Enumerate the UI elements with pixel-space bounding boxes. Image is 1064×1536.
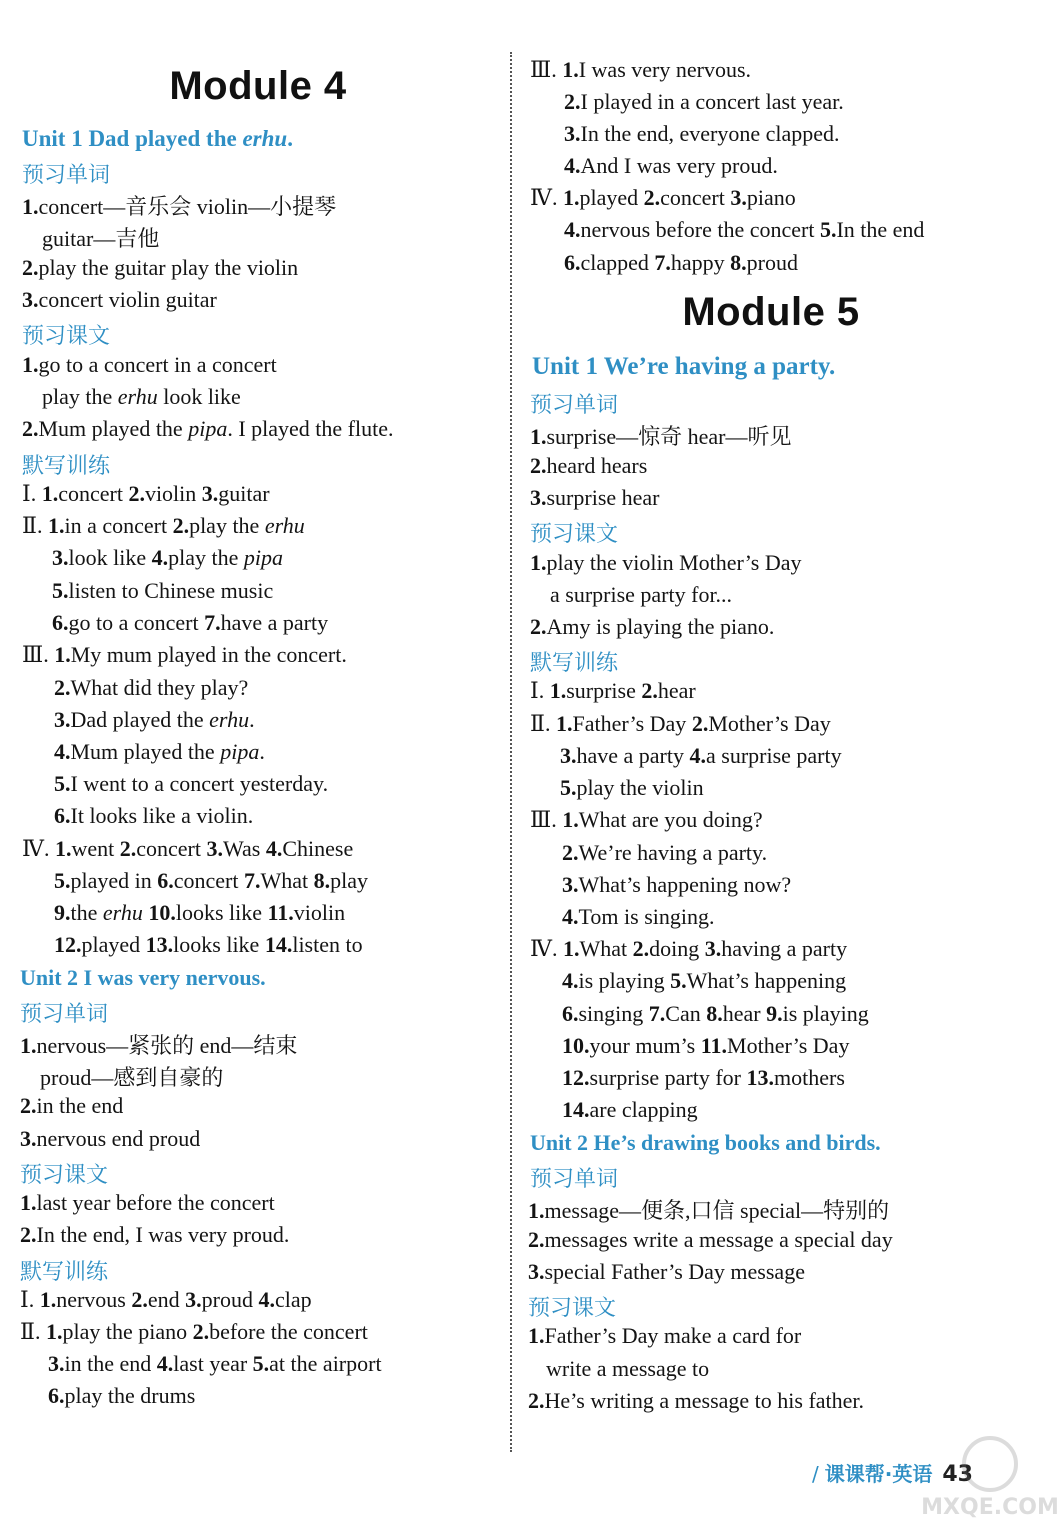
answer-line: Ⅳ. 1.What 2.doing 3.having a party — [530, 936, 848, 961]
answer-line: 5.I went to a concert yesterday. — [54, 771, 329, 796]
answer-line: 2.Mum played the pipa. I played the flute. — [22, 416, 394, 441]
answer-line: 10.your mum’s 11.Mother’s Day — [562, 1033, 850, 1058]
section-heading: 默写训练 — [530, 651, 619, 676]
answer-line: 1.Father’s Day make a card for — [528, 1323, 802, 1348]
answer-line: Ⅲ. 1.I was very nervous. — [530, 57, 752, 82]
answer-line: a surprise party for... — [550, 582, 733, 607]
answer-line: guitar—吉他 — [42, 226, 160, 251]
watermark-logo — [921, 1432, 1059, 1522]
answer-line: Ⅳ. 1.played 2.concert 3.piano — [530, 185, 796, 210]
answer-line: 1.nervous—紧张的 end—结束 — [20, 1033, 298, 1058]
answer-line: play the erhu look like — [42, 384, 241, 409]
answer-line: Ⅲ. 1.What are you doing? — [530, 807, 763, 832]
answer-line: Ⅰ. 1.concert 2.violin 3.guitar — [22, 481, 270, 506]
answer-line: 2.I played in a concert last year. — [564, 89, 844, 114]
footer-brand: 课课帮·英语 — [824, 1462, 933, 1486]
answer-line: 1.play the violin Mother’s Day — [530, 550, 802, 575]
footer-slash: / — [812, 1462, 819, 1486]
section-heading: 预习单词 — [22, 163, 111, 188]
answer-line: 2.What did they play? — [54, 675, 249, 700]
answer-line: 3.Dad played the erhu. — [54, 707, 255, 732]
answer-line: 4.And I was very proud. — [564, 153, 778, 178]
section-heading: 默写训练 — [20, 1260, 109, 1285]
answer-line: 1.message—便条,口信 special—特别的 — [528, 1198, 890, 1223]
answer-line: 2.Amy is playing the piano. — [530, 614, 775, 639]
answer-line: 6.singing 7.Can 8.hear 9.is playing — [562, 1001, 869, 1026]
section-heading: 预习课文 — [530, 522, 619, 547]
unit-title-end: . — [287, 126, 293, 151]
answer-line: 12.surprise party for 13.mothers — [562, 1065, 845, 1090]
answer-line: Ⅰ. 1.nervous 2.end 3.proud 4.clap — [20, 1287, 312, 1312]
section-heading: 预习课文 — [528, 1296, 617, 1321]
section-heading: 预习课文 — [20, 1163, 109, 1188]
answer-line: Ⅱ. 1.play the piano 2.before the concert — [20, 1319, 368, 1344]
module4-unit2-title: Unit 2 I was very nervous. — [20, 965, 266, 990]
answer-line: 3.special Father’s Day message — [528, 1259, 805, 1284]
answer-line: 4.Mum played the pipa. — [54, 739, 265, 764]
section-heading: 预习课文 — [22, 324, 111, 349]
answer-line: 3.look like 4.play the pipa — [52, 545, 283, 570]
section-heading: 预习单词 — [530, 1167, 619, 1192]
answer-line: 6.clapped 7.happy 8.proud — [564, 250, 798, 275]
answer-line: 1.go to a concert in a concert — [22, 352, 277, 377]
answer-line: 4.nervous before the concert 5.In the end — [564, 217, 925, 242]
answer-line: 2.In the end, I was very proud. — [20, 1222, 290, 1247]
answer-line: 3.nervous end proud — [20, 1126, 201, 1151]
answer-line: 3.have a party 4.a surprise party — [560, 743, 842, 768]
column-divider — [510, 52, 512, 1452]
section-heading: 预习单词 — [20, 1002, 109, 1027]
answer-line: 2.messages write a message a special day — [528, 1227, 893, 1252]
answer-line: 2.play the guitar play the violin — [22, 255, 299, 280]
answer-line: 3.surprise hear — [530, 485, 660, 510]
watermark-ring — [964, 1438, 1016, 1490]
module-4-title: Module 4 — [169, 64, 347, 108]
answer-line: 5.play the violin — [560, 775, 704, 800]
answer-line: 2.heard hears — [530, 453, 648, 478]
answer-line: Ⅰ. 1.surprise 2.hear — [530, 678, 696, 703]
answer-line: 5.listen to Chinese music — [52, 578, 274, 603]
answer-line: 1.surprise—惊奇 hear—听见 — [530, 424, 792, 449]
section-heading: 默写训练 — [22, 454, 111, 479]
module5-unit1-title: Unit 1 We’re having a party. — [532, 353, 836, 380]
answer-line: 3.concert violin guitar — [22, 287, 217, 312]
unit-title-italic: erhu — [242, 126, 288, 151]
answer-line: Ⅱ. 1.in a concert 2.play the erhu — [22, 513, 305, 538]
answer-line: 5.played in 6.concert 7.What 8.play — [54, 868, 369, 893]
answer-line: 1.concert—音乐会 violin—小提琴 — [22, 194, 337, 219]
answer-line: 12.played 13.looks like 14.listen to — [54, 932, 363, 957]
answer-line: write a message to — [546, 1356, 710, 1381]
module-5-title: Module 5 — [682, 290, 860, 334]
answer-line: Ⅳ. 1.went 2.concert 3.Was 4.Chinese — [22, 836, 354, 861]
answer-line: Ⅱ. 1.Father’s Day 2.Mother’s Day — [530, 711, 831, 736]
page-number: 43 — [942, 1462, 973, 1487]
unit-title-text: Unit 1 Dad played the — [22, 126, 243, 151]
module4-unit1-title — [22, 126, 293, 152]
answer-line: Ⅲ. 1.My mum played in the concert. — [22, 642, 347, 667]
answer-line: 9.the erhu 10.looks like 11.violin — [54, 900, 346, 925]
answer-line: 6.play the drums — [48, 1383, 196, 1408]
answer-line: proud—感到自豪的 — [40, 1065, 224, 1090]
section-heading: 预习单词 — [530, 393, 619, 418]
answer-line: 6.It looks like a violin. — [54, 803, 254, 828]
answer-line: 3.What’s happening now? — [562, 872, 792, 897]
answer-line: 3.in the end 4.last year 5.at the airport — [48, 1351, 382, 1376]
answer-line: 2.in the end — [20, 1093, 124, 1118]
answer-line: 4.Tom is singing. — [562, 904, 715, 929]
module5-unit2-title: Unit 2 He’s drawing books and birds. — [530, 1130, 881, 1155]
answer-line: 2.He’s writing a message to his father. — [528, 1388, 865, 1413]
watermark-text: MXQE.COM — [921, 1495, 1059, 1520]
answer-line: 2.We’re having a party. — [562, 840, 768, 865]
answer-line: 1.last year before the concert — [20, 1190, 275, 1215]
answer-line: 14.are clapping — [562, 1097, 698, 1122]
answer-line: 3.In the end, everyone clapped. — [564, 121, 840, 146]
answer-line: 4.is playing 5.What’s happening — [562, 968, 847, 993]
answer-line: 6.go to a concert 7.have a party — [52, 610, 329, 635]
